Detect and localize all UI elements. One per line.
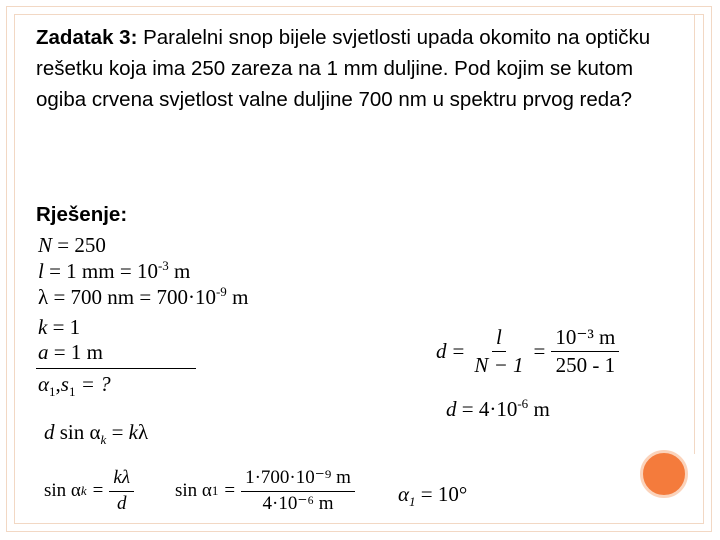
sin-fraction-general: $\frac{k\lambda}{d}$ bbox=[109, 468, 134, 515]
given-lambda: λ = 700 nm = $700\cdot 10^{-9}$ m bbox=[38, 284, 249, 309]
problem-text: Paralelni snop bijele svjetlosti upada okomito na optičku rešetku koja ima 250 zareza na 1 mm duljine. Pod kojim se kutom ogiba crvena svjetlost valne duljine 700 nm u spektru prvog reda? bbox=[36, 26, 651, 111]
d-fraction-2: $\frac{\text{10⁻³ m}}{250 - 1}$ bbox=[551, 326, 619, 377]
final-result: $\alpha_1 = 10^\circ$ bbox=[398, 482, 468, 510]
problem-label: Zadatak 3: bbox=[36, 26, 138, 49]
slide-border-line bbox=[694, 14, 695, 454]
given-a: a = 1 m bbox=[38, 340, 103, 364]
decorative-circle bbox=[640, 450, 688, 498]
grating-equation: d $\sin \alpha_k = k\lambda$ bbox=[44, 420, 149, 448]
problem-statement bbox=[36, 22, 686, 115]
sin-formula-general: sin α k = $\frac{k\lambda}{d}$ bbox=[44, 468, 134, 515]
sin-fraction-substituted: $\frac{\text{1·700·10⁻⁹ m}}{\text{4·10⁻⁶ m}}$ bbox=[241, 468, 355, 515]
solution-title: Rješenje: bbox=[36, 203, 128, 226]
d-fraction-1: $\frac{l}{N - 1}$ bbox=[474, 325, 524, 378]
given-N: N = 250 bbox=[38, 233, 106, 257]
unknowns: $\alpha_1,s_1$ = ? bbox=[38, 372, 111, 400]
d-result: $d = 4\cdot 10^{-6}$ m bbox=[446, 396, 550, 421]
given-l: l = 1 mm = $10^{-3}$ m bbox=[38, 258, 191, 283]
given-k: k = 1 bbox=[38, 315, 81, 339]
d-formula: d = $\frac{l}{N - 1}$ = $\frac{\text{10⁻³ m}}{250 - 1}$ bbox=[436, 326, 619, 377]
sin-formula-substituted: sin α 1 = $\frac{\text{1·700·10⁻⁹ m}}{\text{4·10⁻⁶ m}}$ bbox=[175, 468, 355, 515]
given-divider bbox=[36, 368, 196, 369]
